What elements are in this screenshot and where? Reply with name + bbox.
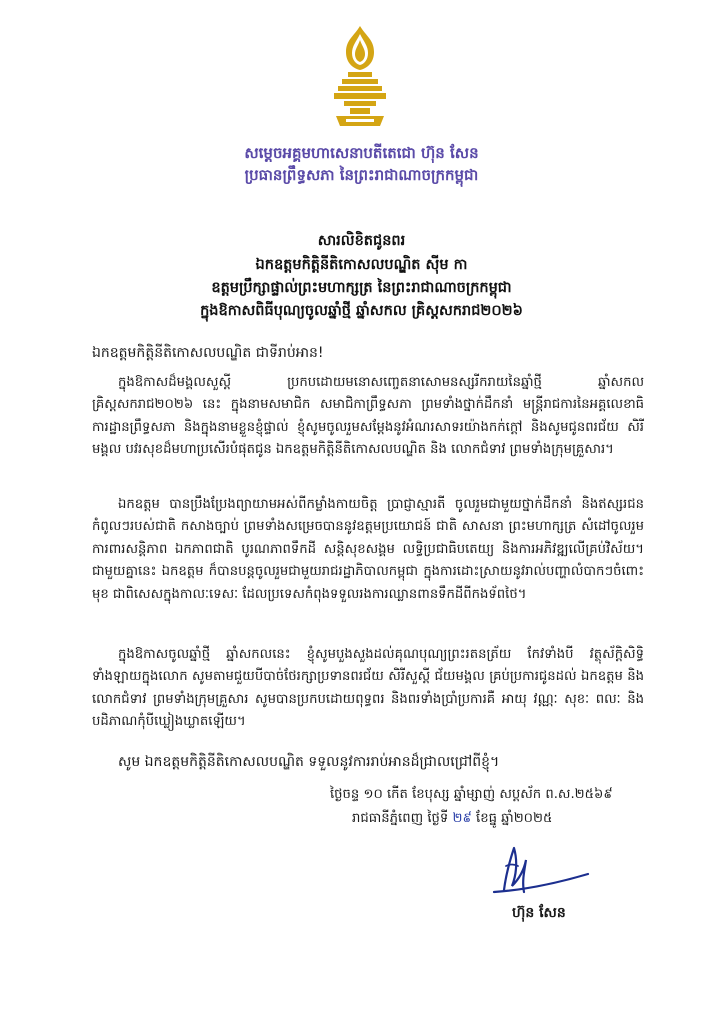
paragraph-blessings: ក្នុងឱកាសចូលឆ្នាំថ្មី ឆ្នាំសកលនេះ ខ្ញុំសូមបួងសួងដល់គុណបុណ្យព្រះរតនត្រ័យ កែវទាំងបី វត្ថុស័ក្តិសិទ្ធិទាំងឡាយក្នុងលោក សូមតាមជួយបីបាច់ថែរក្សាប្រទានពរជ័យ សិរីសួស្តី ជ័យមង្គល គ្រប់ប្រការជូនដល់ ឯកឧត្តម និងលោកជំទាវ ព្រមទាំងក្រុមគ្រួសារ សូមបានប្រកបដោយពុទ្ធពរ និងពរទាំងប្រាំប្រការគឺ អាយុ វណ្ណៈ សុខៈ ពលៈ និងបដិភាណកុំបីឃ្លៀងឃ្លាតឡើយ។ [92,647,644,730]
closing-line: សូម ឯកឧត្តមកិត្តិនីតិកោសលបណ្ឌិត ទទួលនូវការរាប់អានដ៏ជ្រាលជ្រៅពីខ្ញុំ។ [118,754,500,770]
place-date [352,810,552,829]
paragraph-greeting: ក្នុងឱកាសដ៏មង្គលសួស្តី ប្រកបដោយមនោសញ្ចេតនាសោមនស្សរីករាយនៃឆ្នាំថ្មី ឆ្នាំសកល គ្រិស្តសករាជ២០២៦ នេះ ក្នុងនាមសមាជិក សមាជិកាព្រឹទ្ធសភា ព្រមទាំងថ្នាក់ដឹកនាំ មន្ត្រីរាជការនៃអគ្គលេខាធិការដ្ឋានព្រឹទ្ធសភា និងក្នុងនាមខ្លួនខ្ញុំផ្ទាល់ ខ្ញុំសូមចូលរួមសម្តែងនូវអំណរសាទរយ៉ាងកក់ក្តៅ និងសូមជូនពរជ័យ សិរីមង្គល បវរសុខដ៏មហាប្រសើរបំផុតជូន ឯកឧត្តមកិត្តិនីតិកោសលបណ្ឌិត និង លោកជំទាវ ព្រមទាំងក្រុមគ្រួសារ។ [92,375,644,458]
lunar-date: ថ្ងៃចន្ទ ១០ កើត ខែបុស្ស ឆ្នាំម្សាញ់ សប្តស័ក ព.ស.២៥៦៩ [330,787,613,802]
senate-emblem-icon [330,22,390,130]
place-date-prefix: រាជធានីភ្នំពេញ ថ្ងៃទី [352,811,449,826]
signer-name: ហ៊ុន សែន [512,905,566,921]
signature-icon [484,840,594,900]
recipient-position: ឧត្តមប្រឹក្សាផ្ទាល់ព្រះមហាក្សត្រ នៃព្រះរាជាណាចក្រកម្ពុជា [211,280,512,296]
sender-title: ប្រធានព្រឹទ្ធសភា នៃព្រះរាជាណាចក្រកម្ពុជា [244,166,479,184]
occasion: ក្នុងឱកាសពិធីបុណ្យចូលឆ្នាំថ្មី ឆ្នាំសកល គ្រិស្តសករាជ២០២៦ [200,303,523,319]
sender-name: សម្តេចអគ្គមហាសេនាបតីតេជោ ហ៊ុន សែន [244,144,479,162]
paragraph-achievements: ឯកឧត្តម បានប្រឹងប្រែងព្យាយាមអស់ពីកម្លាំងកាយចិត្ត ប្រាជ្ញាស្មារតី ចូលរួមជាមួយថ្នាក់ដឹកនាំ និងឥស្សរជនកំពូលៗរបស់ជាតិ កសាងច្បាប់ ព្រមទាំងសម្រេចបាននូវឧត្តមប្រយោជន៍ ជាតិ សាសនា ព្រះមហាក្សត្រ សំដៅចូលរួមការពារសន្តិភាព ឯកភាពជាតិ បូរណភាពទឹកដី សន្តិសុខសង្គម លទ្ធិប្រជាធិបតេយ្យ និងការអភិវឌ្ឍលើគ្រប់វិស័យ។ ជាមួយគ្នានេះ ឯកឧត្តម ក៏បានបន្តចូលរួមជាមួយរាជរដ្ឋាភិបាលកម្ពុជា ក្នុងការដោះស្រាយនូវរាល់បញ្ហាលំបាកៗចំពោះមុខ ជាពិសេសក្នុងកាលៈទេសៈ ដែលប្រទេសកំពុងទទួលរងការឈ្លានពានទឹកដីពីកងទ័ពថៃ។ [92,497,644,602]
salutation: ឯកឧត្តមកិត្តិនីតិកោសលបណ្ឌិត ជាទីរាប់អាន! [92,345,324,361]
place-date-suffix: ខែធ្នូ ឆ្នាំ២០២៥ [476,811,553,826]
recipient-name: ឯកឧត្តមកិត្តិនីតិកោសលបណ្ឌិត ស៊ីម កា [255,257,468,273]
letter-title: សារលិខិតជូនពរ [317,233,406,249]
day-number: ២៩ [452,811,472,826]
